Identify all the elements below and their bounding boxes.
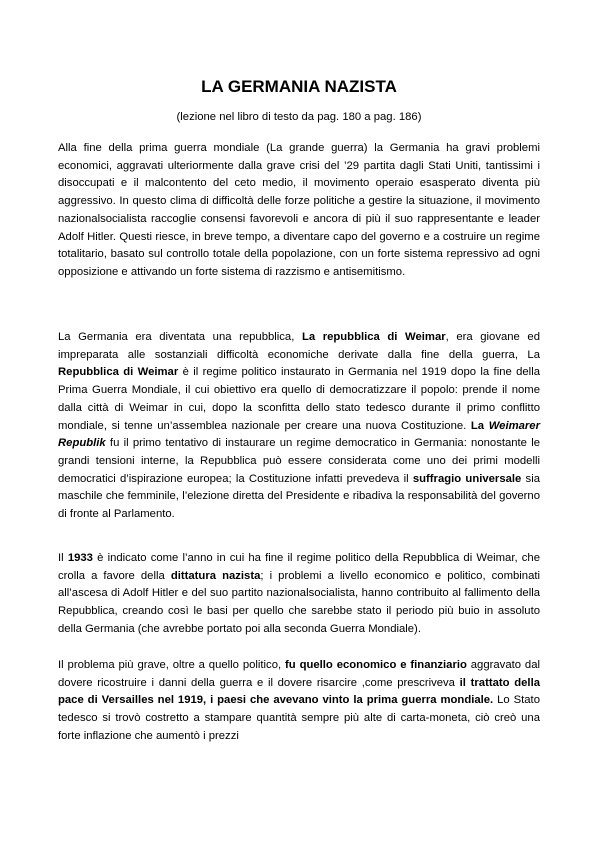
bold-span: suffragio universale [412,472,522,485]
paragraph-economy [58,657,540,746]
page-title: LA GERMANIA NAZISTA [201,77,397,96]
bold-span: La [470,419,489,432]
text-span: La Germania era diventata una repubblica, [58,331,302,343]
text-span: ; i problemi a livello economico e politico, combinati all’ascesa di Adolf Hitler e del suo partito nazionalsocialista, hanno contribuito al fallimento della Repubblica, creando così le basi per quello che sarebbe stato il periodo più buio in assoluto della Germania (che avrebbe portato poi alla seconda Guerra Mondiale). [58,569,541,635]
bold-span: La repubblica di Weimar [301,331,446,343]
text-span: è il regime politico instaurato in Germania nel 1919 dopo la fine della Prima Guerra Mondiale, il cui obiettivo era quello di democratizzare il popolo: prende il nome dalla città di Weimar in cui, dopo la sconfitta dello stato tedesco durante il primo conflitto mondiale, si tenne un’assemblea nazionale per creare una nuova Costituzione. [58,366,540,432]
text-span: Il problema più grave, oltre a quello politico, [58,659,286,671]
text-span: aggravato dal dovere ricostruire i danni della guerra e il dovere risarcire ,come prescriveva [58,659,540,689]
bold-span: fu quello economico e finanziario [285,659,467,671]
bold-span: 1933 [67,552,93,564]
text-span: sia maschile che femminile, l’elezione diretta del Presidente e ribadiva la responsabilità del governo di fronte al Parlamento. [58,472,540,521]
text-span: Il [58,552,68,564]
text-span: fu il primo tentativo di instaurare un regime democratico in Germania: nonostante le grandi tensioni interne, la Repubblica può essere considerata come uno dei primi modelli democratici d’ispirazione europea; la Costituzione infatti prevedeva il [58,437,540,485]
bold-italic-span: Weimarer Republik [58,419,540,450]
page-subtitle: (lezione nel libro di testo da pag. 180 a pag. 186) [176,111,422,123]
text-span: , era giovane ed impreparata alle sostanziali difficoltà economiche derivate dalla fine della guerra, La [58,331,540,361]
paragraph-weimar [58,329,540,524]
text-span: è indicato come l’anno in cui ha fine il regime politico della Repubblica di Weimar, che crolla a favore della [58,552,541,582]
text-span: Lo Stato tedesco si trovò costretto a stampare quantità sempre più alte di carta-moneta, ciò creò una forte inflazione che aumentò i prezzi [58,694,540,742]
paragraph-1933 [58,550,540,639]
bold-span: Repubblica di Weimar [58,366,179,379]
bold-span: dittatura nazista [170,569,261,582]
bold-span: il trattato della pace di Versailles nel 1919, i paesi che avevano vinto la prima guerra mondiale. [58,676,540,707]
paragraph-intro: Alla fine della prima guerra mondiale (La grande guerra) la Germania ha gravi problemi economici, aggravati ulteriormente dalla grave crisi del ’29 partita dagli Stati Uniti, tantissimi i disoccupati e il malcontento del ceto medio, il movimento operaio esasperato diventa più aggressivo. In questo clima di difficoltà delle forze politiche a gestire la situazione, il movimento nazionalsocialista raccoglie consensi favorevoli e ancora di più il suo rappresentante e leader Adolf Hitler. Questi riesce, in breve tempo, a diventare capo del governo e a costruire un regime totalitario, basato sul controllo totale della popolazione, con un forte sistema repressivo ad ogni opposizione e attivando un forte sistema di razzismo e antisemitismo. [58,142,540,278]
